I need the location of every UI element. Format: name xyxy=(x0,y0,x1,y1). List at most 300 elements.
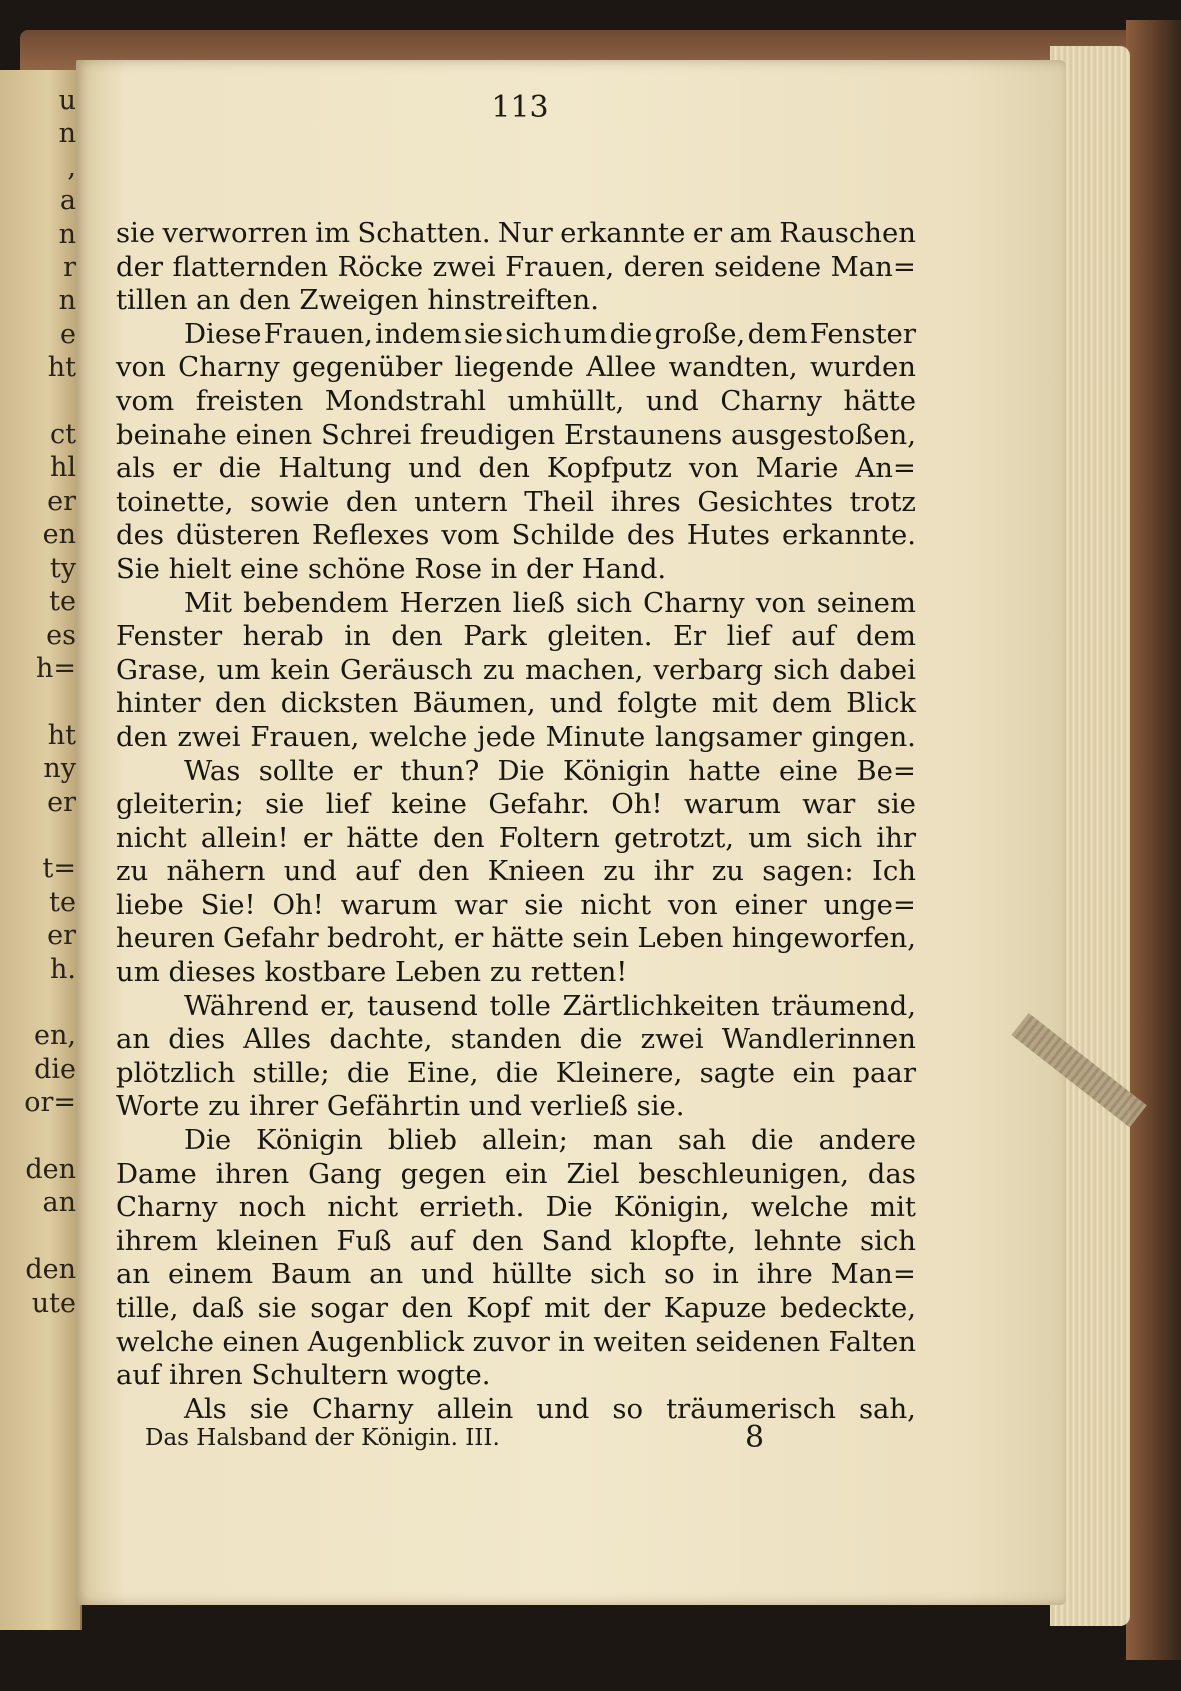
word: deren xyxy=(623,250,705,283)
word: war xyxy=(802,788,856,821)
word: Schrei xyxy=(321,418,412,451)
word: als xyxy=(116,452,156,485)
word: sein xyxy=(572,922,630,955)
text-line: auf ihren Schultern wogte. xyxy=(116,1359,491,1392)
word: der xyxy=(116,250,164,283)
word: Augenblick xyxy=(307,1325,465,1358)
text-line xyxy=(116,620,916,654)
word: Foltern xyxy=(498,821,600,854)
word: Leben xyxy=(637,922,724,955)
word: Gang xyxy=(308,1157,382,1190)
word: Ich xyxy=(871,855,916,888)
word: blieb xyxy=(387,1124,457,1157)
book-cover-right xyxy=(1126,20,1181,1660)
word: sich xyxy=(859,1224,916,1257)
word: Charny xyxy=(178,351,280,384)
word: keine xyxy=(391,788,467,821)
word: sah xyxy=(677,1124,727,1157)
word: Kopfputz xyxy=(546,452,672,485)
word: Als xyxy=(184,1392,227,1425)
word: indem xyxy=(375,317,462,350)
word: allein; xyxy=(481,1124,568,1157)
word: allein! xyxy=(200,821,289,854)
word: Eine, xyxy=(406,1056,479,1089)
word: langsamer xyxy=(655,720,802,753)
word: welche xyxy=(750,1191,849,1224)
word: herab xyxy=(242,620,324,653)
word: zuvor xyxy=(472,1325,550,1358)
word: war xyxy=(454,888,508,921)
text-line xyxy=(116,788,916,822)
word: weiten xyxy=(593,1325,687,1358)
word: um xyxy=(748,821,792,854)
word: sollte xyxy=(258,754,335,787)
word: tille, xyxy=(116,1292,179,1324)
word: bebendem xyxy=(243,586,389,619)
word: Minute xyxy=(545,720,646,753)
word: Fenster xyxy=(116,620,223,653)
text-line xyxy=(116,922,916,956)
word: Gesichtes xyxy=(697,485,834,518)
word: um xyxy=(216,653,261,686)
word: Charny xyxy=(643,586,745,619)
word: sogar xyxy=(310,1292,389,1324)
word: die xyxy=(609,317,653,350)
word: er xyxy=(172,452,202,485)
word: plötzlich xyxy=(116,1056,236,1089)
word: warum xyxy=(683,788,781,821)
word: gleiterin; xyxy=(116,788,244,821)
text-line xyxy=(116,452,916,486)
word: seidenen xyxy=(695,1325,821,1358)
word: erkannte. xyxy=(782,519,916,552)
word: ihre xyxy=(756,1258,813,1291)
word: hingeworfen, xyxy=(731,922,916,955)
word: ihr xyxy=(876,821,916,854)
text-line xyxy=(116,1258,916,1292)
word: er, xyxy=(320,989,356,1022)
word: kleinen xyxy=(216,1224,319,1257)
word: an xyxy=(369,1258,404,1291)
word: die xyxy=(495,1056,539,1089)
word: dicksten xyxy=(280,687,399,720)
word: Theil xyxy=(524,485,595,518)
signature-mark: 8 xyxy=(745,1420,765,1455)
word: einem xyxy=(167,1258,254,1291)
word: liegende xyxy=(454,351,574,384)
text-line xyxy=(116,1292,916,1326)
word: er xyxy=(453,922,484,955)
word: eine xyxy=(779,754,839,787)
word: paar xyxy=(852,1056,916,1089)
text-line xyxy=(116,990,916,1024)
word: heuren xyxy=(116,922,215,955)
word: die xyxy=(751,1124,794,1157)
word: große, xyxy=(654,317,746,350)
word: Dame xyxy=(116,1157,197,1190)
word: Schilde xyxy=(511,519,615,552)
text-line xyxy=(116,721,916,755)
word: gingen. xyxy=(811,720,916,753)
word: stille; xyxy=(252,1056,330,1089)
word: getrotzt, xyxy=(614,821,735,854)
word: dem xyxy=(855,620,916,653)
word: Charny xyxy=(116,1191,218,1224)
word: in xyxy=(344,620,371,653)
word: von xyxy=(755,586,806,619)
word: seinem xyxy=(816,586,916,619)
word: ihren xyxy=(215,1157,290,1190)
word: noch xyxy=(238,1191,307,1224)
word: mit xyxy=(870,1191,916,1224)
word: Reflexes xyxy=(311,519,430,552)
word: einen xyxy=(222,1325,300,1358)
word: dem xyxy=(747,317,808,350)
word: Oh! xyxy=(611,788,663,821)
word: lief xyxy=(325,788,370,821)
word: Hutes xyxy=(686,519,771,552)
word: nicht xyxy=(580,888,652,921)
word: auf xyxy=(791,620,836,653)
text-line xyxy=(116,251,916,285)
word: liebe xyxy=(116,888,184,921)
word: Diese xyxy=(184,317,262,350)
word: sich xyxy=(773,653,830,686)
word: beschleunigen, xyxy=(638,1157,849,1190)
word: den xyxy=(391,620,443,653)
text-line xyxy=(116,351,916,385)
word: am xyxy=(729,217,772,249)
word: und xyxy=(645,384,699,417)
word: den xyxy=(345,485,398,518)
word: allein xyxy=(436,1392,514,1425)
word: Baum xyxy=(270,1258,352,1291)
word: Ziel xyxy=(566,1157,620,1190)
left-page-edge xyxy=(0,70,82,1630)
word: den xyxy=(471,1224,524,1257)
word: in xyxy=(712,1258,739,1291)
word: ein xyxy=(504,1157,548,1190)
word: jede xyxy=(477,720,536,753)
word: dachte, xyxy=(329,1023,433,1056)
word: Fenster xyxy=(809,317,916,350)
word: Die xyxy=(184,1124,232,1157)
word: Man= xyxy=(830,250,916,283)
word: Mondstrahl xyxy=(324,384,487,417)
word: Gefahr xyxy=(223,922,319,955)
word: um xyxy=(563,317,608,350)
word: Bäumen, xyxy=(412,687,536,720)
text-line xyxy=(116,889,916,923)
word: dies xyxy=(168,1023,226,1056)
word: so xyxy=(663,1258,695,1291)
text-line xyxy=(116,1124,916,1158)
word: in xyxy=(558,1325,585,1358)
word: er xyxy=(352,754,382,787)
word: Was xyxy=(184,754,241,787)
text-line: Sie hielt eine schöne Rose in der Hand. xyxy=(116,552,667,585)
word: sie xyxy=(249,1392,289,1425)
text-line xyxy=(116,654,916,688)
word: lief xyxy=(726,620,771,653)
word: welche xyxy=(369,720,468,753)
word: dem xyxy=(771,687,832,720)
text-line xyxy=(116,822,916,856)
word: andere xyxy=(818,1124,916,1157)
footer-title: Das Halsband der Königin. III. xyxy=(145,1425,500,1451)
word: und xyxy=(536,1392,590,1425)
text-line xyxy=(116,1393,916,1427)
word: Allee xyxy=(586,351,657,384)
word: zu xyxy=(603,855,636,888)
word: nähern xyxy=(166,855,266,888)
word: Blick xyxy=(846,687,916,720)
word: Er xyxy=(672,620,707,653)
word: sowie xyxy=(250,485,330,518)
word: hätte xyxy=(843,384,916,417)
word: mit xyxy=(543,1292,590,1324)
word: Königin xyxy=(256,1124,363,1157)
text-line xyxy=(116,385,916,419)
word: freudigen xyxy=(419,418,556,451)
word: den xyxy=(214,687,267,720)
word: Frauen, xyxy=(263,317,373,350)
word: Alles xyxy=(243,1023,312,1056)
word: der xyxy=(603,1292,651,1324)
text-line xyxy=(116,318,916,352)
word: er xyxy=(302,821,333,854)
text-line xyxy=(116,1191,916,1225)
word: auf xyxy=(409,1224,454,1257)
word: zu xyxy=(711,855,744,888)
word: standen xyxy=(450,1023,562,1056)
word: Herzen xyxy=(399,586,502,619)
word: so xyxy=(612,1392,644,1425)
word: Während xyxy=(184,989,309,1022)
word: Königin, xyxy=(613,1191,730,1224)
word: an xyxy=(116,1258,151,1291)
text-line: um dieses kostbare Leben zu retten! xyxy=(116,956,628,989)
word: Knieen xyxy=(487,855,585,888)
word: Mit xyxy=(184,586,233,619)
word: welche xyxy=(116,1325,214,1358)
word: flatternden xyxy=(172,250,329,283)
text-line xyxy=(116,519,916,553)
word: ließ xyxy=(512,586,565,619)
word: zwei xyxy=(177,720,241,753)
word: düsteren xyxy=(175,519,300,552)
word: warum xyxy=(340,888,438,921)
word: Frauen, xyxy=(505,250,615,283)
text-line xyxy=(116,1023,916,1057)
word: zwei xyxy=(432,250,496,283)
word: sich xyxy=(505,317,562,350)
page-body-text xyxy=(116,217,916,1426)
word: zwei xyxy=(640,1023,704,1056)
word: vom xyxy=(441,519,500,552)
word: Röcke xyxy=(337,250,424,283)
word: nicht xyxy=(116,821,187,854)
word: Geräusch xyxy=(340,653,473,686)
word: sie xyxy=(265,788,305,821)
word: den xyxy=(116,720,168,753)
word: sie xyxy=(116,217,156,249)
left-page-fragments: u n , a n r n e ht ct hl er en ty te es h= ht ny er t= te er h. en, die or= den an den ute xyxy=(24,85,76,1319)
word: nicht xyxy=(327,1191,399,1224)
word: Kapuze xyxy=(663,1292,767,1324)
word: mit xyxy=(711,687,758,720)
word: hinter xyxy=(116,687,201,720)
word: sie xyxy=(257,1292,297,1324)
text-line xyxy=(116,419,916,453)
word: Schatten. xyxy=(357,217,491,249)
text-line xyxy=(116,1057,916,1091)
word: daß xyxy=(191,1292,245,1324)
word: gegen xyxy=(400,1157,487,1190)
word: die xyxy=(579,1023,623,1056)
word: gegenüber xyxy=(292,351,443,384)
word: gleiten. xyxy=(547,620,653,653)
page-number: 113 xyxy=(491,90,549,125)
word: trotz xyxy=(849,485,916,518)
word: Frauen, xyxy=(250,720,360,753)
word: Man= xyxy=(830,1258,916,1291)
word: Be= xyxy=(856,754,916,787)
word: Kleinere, xyxy=(555,1056,683,1089)
word: Fuß xyxy=(336,1224,392,1257)
word: thun? xyxy=(400,754,480,787)
word: Charny xyxy=(312,1392,414,1425)
word: das xyxy=(867,1157,916,1190)
word: des xyxy=(626,519,675,552)
word: den xyxy=(417,855,470,888)
text-line xyxy=(116,755,916,789)
word: ihrem xyxy=(116,1224,199,1257)
word: und xyxy=(421,1258,475,1291)
word: Die xyxy=(497,754,545,787)
word: zu xyxy=(482,653,516,686)
word: und xyxy=(549,687,603,720)
word: träumerisch xyxy=(666,1392,836,1425)
word: verworren xyxy=(162,217,308,249)
word: ausgestoßen, xyxy=(731,418,916,451)
word: man xyxy=(592,1124,653,1157)
text-line xyxy=(116,1158,916,1192)
word: Park xyxy=(463,620,527,653)
word: Zärtlichkeiten xyxy=(562,989,760,1022)
word: untern xyxy=(414,485,508,518)
word: Sie! xyxy=(200,888,256,921)
text-line xyxy=(116,1326,916,1360)
word: Kopf xyxy=(466,1292,531,1324)
word: von xyxy=(667,888,718,921)
word: bedroht, xyxy=(326,922,446,955)
word: wandten, xyxy=(668,351,798,384)
text-line: tillen an den Zweigen hinstreiften. xyxy=(116,284,599,317)
word: sie xyxy=(876,788,916,821)
word: einen xyxy=(235,418,313,451)
text-line: Worte zu ihrer Gefährtin und verließ sie. xyxy=(116,1090,685,1123)
word: Wandlerinnen xyxy=(721,1023,916,1056)
word: zu xyxy=(116,855,149,888)
word: wurden xyxy=(810,351,916,384)
word: Marie xyxy=(755,452,839,485)
word: tausend xyxy=(367,989,478,1022)
word: tolle xyxy=(489,989,551,1022)
text-line xyxy=(116,486,916,520)
word: errieth. xyxy=(419,1191,525,1224)
word: verbarg xyxy=(653,653,764,686)
text-line xyxy=(116,217,916,251)
word: Haltung xyxy=(278,452,392,485)
word: die xyxy=(218,452,262,485)
word: hatte xyxy=(688,754,761,787)
word: toinette, xyxy=(116,485,234,518)
word: Charny xyxy=(720,384,822,417)
word: sah, xyxy=(858,1392,916,1425)
word: klopfte, xyxy=(630,1224,737,1257)
word: lehnte xyxy=(754,1224,842,1257)
text-line xyxy=(116,587,916,621)
word: den xyxy=(401,1292,453,1324)
word: sie xyxy=(524,888,564,921)
word: machen, xyxy=(525,653,644,686)
word: des xyxy=(116,519,164,552)
word: sagte xyxy=(699,1056,776,1089)
text-line xyxy=(116,1225,916,1259)
word: einer xyxy=(734,888,807,921)
word: von xyxy=(116,351,166,384)
word: ihres xyxy=(610,485,681,518)
word: hüllte xyxy=(491,1258,573,1291)
word: Oh! xyxy=(272,888,324,921)
word: von xyxy=(688,452,739,485)
word: Gefahr. xyxy=(488,788,590,821)
word: folgte xyxy=(617,687,698,720)
word: hätte xyxy=(491,922,564,955)
word: den xyxy=(433,821,485,854)
word: und xyxy=(408,452,462,485)
word: im xyxy=(315,217,351,249)
word: vom xyxy=(116,384,175,417)
word: Grase, xyxy=(116,653,207,686)
word: sagen: xyxy=(762,855,854,888)
text-line xyxy=(116,855,916,889)
word: erkannte xyxy=(560,217,686,249)
word: ein xyxy=(792,1056,836,1089)
word: sich xyxy=(590,1258,647,1291)
word: Nur xyxy=(497,217,553,249)
word: träumend, xyxy=(771,989,916,1022)
word: er xyxy=(692,217,723,249)
word: sie xyxy=(463,317,504,350)
word: hätte xyxy=(346,821,419,854)
word: ihr xyxy=(653,855,694,888)
word: dabei xyxy=(839,653,916,686)
text-line xyxy=(116,687,916,721)
word: unge= xyxy=(823,888,916,921)
word: Sand xyxy=(541,1224,613,1257)
word: Rauschen xyxy=(779,217,916,249)
word: sich xyxy=(576,586,633,619)
word: beinahe xyxy=(116,418,227,451)
word: und xyxy=(283,855,337,888)
word: bedeckte, xyxy=(780,1292,916,1324)
word: umhüllt, xyxy=(507,384,625,417)
word: den xyxy=(478,452,530,485)
word: Die xyxy=(545,1191,593,1224)
word: die xyxy=(346,1056,390,1089)
